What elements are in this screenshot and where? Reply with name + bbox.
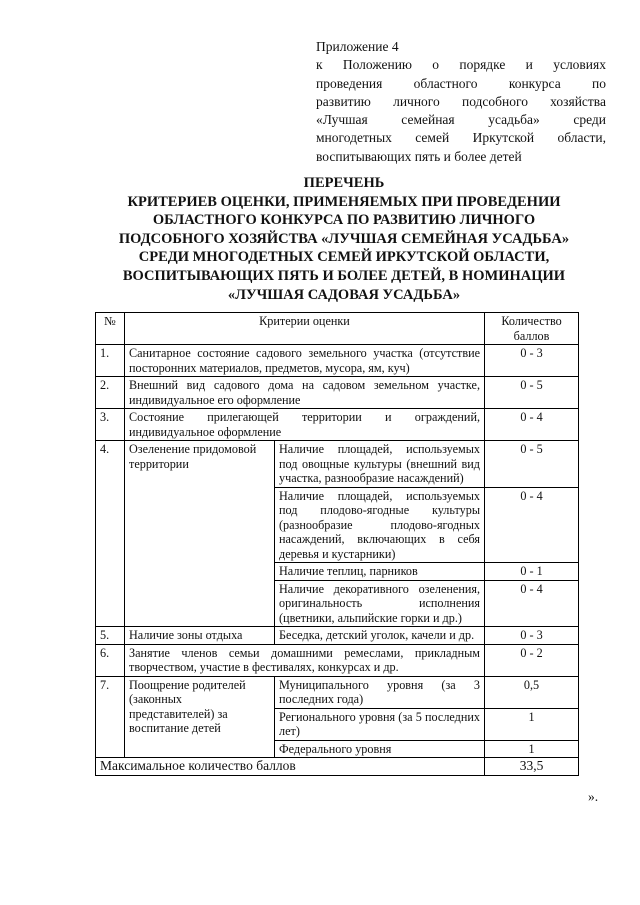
table-row: [96, 409, 579, 441]
row-score: 0 - 5: [485, 377, 579, 409]
row-score: 1: [485, 740, 579, 758]
table-row: [96, 345, 579, 377]
row-num: 4.: [96, 441, 125, 627]
row-num: 2.: [96, 377, 125, 409]
table-row: [96, 644, 579, 676]
row-num: 7.: [96, 676, 125, 758]
title-line: ОБЛАСТНОГО КОНКУРСА ПО РАЗВИТИЮ ЛИЧНОГО: [152, 212, 536, 229]
row-subcriterion: Муниципального уровня (за 3 последних года): [275, 676, 485, 708]
appendix-line: многодетных семей Иркутской области,: [316, 130, 606, 146]
row-subcriterion: Регионального уровня (за 5 последних лет): [275, 708, 485, 740]
row-subcriterion: Наличие площадей, используемых под овощные культуры (внешний вид участка, разнообразие насаждений): [275, 441, 485, 488]
appendix-line: к Положению о порядке и условиях: [316, 57, 606, 73]
row-score: 0 - 2: [485, 644, 579, 676]
total-score: 33,5: [485, 758, 579, 776]
row-criterion: Санитарное состояние садового земельного участка (отсутствие посторонних материалов, предметов, мусора, ям, куч): [125, 345, 485, 377]
table-header-row: [96, 313, 579, 345]
row-group: Поощрение родителей (законных представителей) за воспитание детей: [125, 676, 275, 758]
header-num: №: [96, 313, 125, 345]
appendix-line: проведения областного конкурса по: [316, 75, 606, 91]
closing-quote: ».: [588, 789, 599, 804]
row-subcriterion: Федерального уровня: [275, 740, 485, 758]
row-num: 5.: [96, 627, 125, 645]
appendix-line: воспитывающих пять и более детей: [316, 148, 522, 164]
row-subcriterion: Наличие площадей, используемых под плодово-ягодные культуры (разнообразие плодово-ягодных насаждений, включающих в себя деревья и кустарники): [275, 487, 485, 563]
appendix-line: развитию личного подсобного хозяйства: [316, 93, 606, 109]
title-line: ПЕРЕЧЕНЬ: [303, 175, 385, 191]
table-row: [96, 441, 579, 488]
table-row: [96, 627, 579, 645]
appendix-line: «Лучшая семейная усадьба» среди: [316, 112, 606, 128]
title-line: СРЕДИ МНОГОДЕТНЫХ СЕМЕЙ ИРКУТСКОЙ ОБЛАСТИ,: [138, 249, 550, 266]
row-group: Наличие зоны отдыха: [125, 627, 275, 645]
row-criterion: Внешний вид садового дома на садовом земельном участке, индивидуальное его оформление: [125, 377, 485, 409]
row-criterion: Состояние прилегающей территории и ограждений, индивидуальное оформление: [125, 409, 485, 441]
row-subcriterion: Наличие декоративного озеленения, оригинальность исполнения (цветники, альпийские горки и др.): [275, 580, 485, 627]
row-score: 0 - 4: [485, 487, 579, 563]
row-score: 0 - 3: [485, 345, 579, 377]
row-num: 1.: [96, 345, 125, 377]
row-score: 0 - 5: [485, 441, 579, 488]
row-score: 0 - 3: [485, 627, 579, 645]
header-score: Количество баллов: [485, 313, 579, 345]
criteria-table: [95, 312, 579, 776]
row-score: 0 - 4: [485, 580, 579, 627]
appendix-line: Приложение 4: [316, 39, 399, 54]
table-row: [96, 676, 579, 708]
row-score: 1: [485, 708, 579, 740]
row-num: 3.: [96, 409, 125, 441]
title-line: КРИТЕРИЕВ ОЦЕНКИ, ПРИМЕНЯЕМЫХ ПРИ ПРОВЕДЕНИИ: [127, 193, 561, 210]
row-group: Озеленение придомовой территории: [125, 441, 275, 627]
row-num: 6.: [96, 644, 125, 676]
title-line: ВОСПИТЫВАЮЩИХ ПЯТЬ И БОЛЕЕ ДЕТЕЙ, В НОМИНАЦИИ: [122, 267, 566, 284]
row-criterion: Занятие членов семьи домашними ремеслами, прикладным творчеством, участие в фестивалях, конкурсах и др.: [125, 644, 485, 676]
total-row: [96, 758, 579, 776]
appendix-header: [316, 38, 606, 166]
row-score: 0 - 4: [485, 409, 579, 441]
title-line: «ЛУЧШАЯ САДОВАЯ УСАДЬБА»: [227, 286, 461, 303]
header-criteria: Критерии оценки: [125, 313, 485, 345]
row-score: 0 - 1: [485, 563, 579, 581]
title-line: ПОДСОБНОГО ХОЗЯЙСТВА «ЛУЧШАЯ СЕМЕЙНАЯ УСАДЬБА»: [118, 230, 570, 247]
row-score: 0,5: [485, 676, 579, 708]
row-subcriterion: Наличие теплиц, парников: [275, 563, 485, 581]
document-title: [80, 174, 608, 304]
table-row: [96, 377, 579, 409]
row-subcriterion: Беседка, детский уголок, качели и др.: [275, 627, 485, 645]
total-label: Максимальное количество баллов: [96, 758, 485, 776]
